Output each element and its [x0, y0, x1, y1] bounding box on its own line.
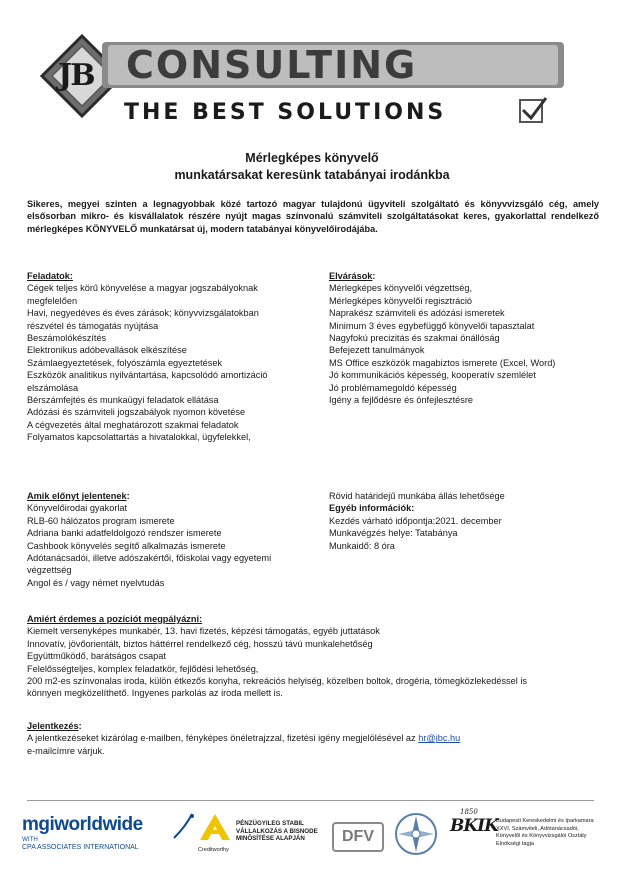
- dfv-logo: [332, 822, 384, 852]
- list-item: MS Office eszközök magabiztos ismerete (Excel, Word): [329, 357, 556, 368]
- bkik-year: 1850: [460, 808, 478, 816]
- advantages-heading-text: Amik előnyt jelentenek: [27, 491, 127, 501]
- list-item: Cégek teljes körű könyvelése a magyar jogszabályoknak: [27, 283, 258, 294]
- list-item: 200 m2-es színvonalas iroda, külön étkezős konyha, rekreációs helyiség, közelben boltok, drogéria, tömegközlekedéssel is: [27, 676, 527, 687]
- requirements-heading: [329, 270, 599, 282]
- list-item: Együttműködő, barátságos csapat: [27, 651, 166, 662]
- company-logo: [40, 14, 580, 134]
- list-item: Beszámolókészítés: [27, 333, 107, 344]
- list-item: Elektronikus adóbevallások elkészítése: [27, 345, 187, 356]
- list-item: Kezdés várható időpontja:2021. december: [329, 515, 502, 526]
- list-item: Nagyfokú precizitás és szakmai önállóság: [329, 333, 500, 344]
- requirements-section: [329, 270, 599, 406]
- list-item: Munkaidő: 8 óra: [329, 540, 395, 551]
- email-link[interactable]: hr@jbc.hu: [418, 733, 461, 744]
- compass-icon: [394, 812, 438, 856]
- list-item: Mérlegképes könyvelői regisztráció: [329, 295, 472, 306]
- list-item: Eszközök analitikus nyilvántartása, kapcsolódó amortizáció: [27, 370, 268, 381]
- list-item: Igény a fejlődésre és önfejlesztésre: [329, 395, 474, 406]
- intro-paragraph: Sikeres, megyei szinten a legnagyobbak közé tartozó magyar tulajdonú ügyviteli szolgáltató és könyvvizsgáló cég, amely elsősorban mikro- és kisvállalatok részére nyújt magas színvonalú számviteli szolgáltatásokat keres, gyakorlattal rendelkező mérlegképes KÖNYVELŐ munkatársat új, modern tatabányai könyvelőirodájába.: [27, 199, 599, 234]
- mgi-logo: [22, 814, 192, 858]
- application-section: [27, 720, 599, 757]
- brand-name: CONSULTING: [126, 43, 418, 87]
- application-heading: [27, 720, 599, 732]
- creditworthy-a-icon: [198, 812, 232, 842]
- footer-logos: [22, 808, 612, 868]
- list-item: Számlaegyeztetések, folyószámla egyeztetések: [27, 357, 223, 368]
- advantages-heading: [27, 490, 302, 502]
- application-heading-text: Jelentkezés: [27, 721, 79, 731]
- other-info-heading: Egyéb információk:: [329, 503, 415, 514]
- list-item: Folyamatos kapcsolattartás a hivatalokkal, ügyfelekkel,: [27, 432, 251, 443]
- why-apply-section: [27, 613, 599, 700]
- list-item: Havi, negyedéves és éves zárások; könyvvizsgálatokban: [27, 308, 259, 319]
- short-start-line: Rövid határidejű munkába állás lehetősége: [329, 491, 505, 501]
- bkik-logo: [450, 808, 500, 862]
- stable-line-2: VÁLLALKOZÁS A BISNODE: [236, 827, 318, 835]
- mgi-sub: CPA ASSOCIATES INTERNATIONAL: [22, 843, 139, 851]
- page-title: [0, 150, 624, 184]
- bkik-label: BKIK: [450, 816, 498, 836]
- advantages-heading-colon: :: [126, 491, 130, 501]
- advantages-section: [27, 490, 302, 589]
- list-item: Minimum 3 éves egybefüggő könyvelői tapasztalat: [329, 320, 535, 331]
- list-item: Adózási és számviteli jogszabályok nyomon követése: [27, 407, 246, 418]
- creditworthy-label: Creditworthy: [198, 847, 229, 853]
- list-item: Naprakész számviteli és adózási ismeretek: [329, 308, 505, 319]
- bkik-line-3: Könyvelői és Könyvvizsgálói Osztály: [496, 833, 587, 839]
- stable-line-1: PÉNZÜGYILEG STABIL: [236, 820, 304, 827]
- list-item: Befejezett tanulmányok: [329, 345, 425, 356]
- list-item: Kiemelt versenyképes munkabér, 13. havi fizetés, képzési támogatás, egyéb juttatások: [27, 626, 380, 637]
- list-item: Munkavégzés helye: Tatabánya: [329, 528, 458, 539]
- why-apply-heading: Amiért érdemes a pozíciót megpályázni:: [27, 614, 203, 624]
- list-item: Bérszámfejtés és munkaügyi feladatok ellátása: [27, 395, 219, 406]
- creditworthy-logo: [198, 812, 238, 856]
- list-item: Mérlegképes könyvelői végzettség,: [329, 283, 472, 294]
- application-heading-colon: :: [78, 721, 82, 731]
- compass-emblem: [394, 812, 438, 856]
- application-text-after: e-mailcímre várjuk.: [27, 745, 105, 756]
- mgi-swoosh-icon: [172, 812, 196, 840]
- application-text-before: A jelentkezéseket kizárólag e-mailben, fényképes önéletrajzzal, fizetési igény megjelölésével az: [27, 733, 419, 744]
- list-item: elszámolása: [27, 382, 79, 393]
- requirements-heading-colon: :: [372, 271, 376, 281]
- list-item: A cégvezetés által meghatározott szakmai feladatok: [27, 419, 239, 430]
- list-item: végzettség: [27, 565, 72, 576]
- footer-divider: [27, 800, 594, 801]
- list-item: Angol és / vagy német nyelvtudás: [27, 577, 165, 588]
- title-line-2: munkatársakat keresünk tatabányai irodánkba: [174, 168, 450, 182]
- bkik-description: [496, 818, 614, 848]
- other-info-section: [329, 490, 599, 552]
- application-text: [27, 732, 599, 744]
- tasks-section: [27, 270, 302, 444]
- dfv-label: DFV: [342, 828, 374, 845]
- bkik-line-4: Elnökségi tagja: [496, 840, 534, 847]
- list-item: Adótanácsadói, illetve adószakértői, főiskolai vagy egyetemi: [27, 553, 272, 564]
- list-item: Jó problémamegoldó képesség: [329, 382, 457, 393]
- list-item: Innovatív, jövőorientált, biztos háttérrel rendelkező cég, hosszú távú munkalehetőség: [27, 638, 373, 649]
- title-line-1: Mérlegképes könyvelő: [245, 151, 379, 165]
- list-item: Cashbook könyvelés segítő alkalmazás ismerete: [27, 540, 226, 551]
- bkik-line-2: XXVI. Számviteli, Adótanácsadói,: [496, 825, 579, 832]
- list-item: Felelősségteljes, komplex feladatkör, fejlődési lehetőség,: [27, 663, 259, 674]
- logo-initials: JB: [58, 58, 94, 93]
- mgi-name: mgiworldwide: [22, 814, 143, 835]
- list-item: Adriana banki adatfeldolgozó rendszer ismerete: [27, 528, 222, 539]
- stable-line-3: MINŐSÍTÉSE ALAPJÁN: [236, 835, 305, 842]
- brand-tagline: THE BEST SOLUTIONS: [124, 100, 447, 125]
- mgi-with: WITH: [22, 836, 38, 843]
- list-item: könnyen megközelíthető. Ingyenes parkolás az iroda mellett is.: [27, 688, 283, 699]
- bkik-line-1: Budapesti Kereskedelmi és Iparkamara: [496, 818, 594, 824]
- list-item: részvétel és támogatás nyújtása: [27, 320, 159, 331]
- tasks-heading: Feladatok:: [27, 271, 73, 281]
- list-item: RLB-60 hálózatos program ismerete: [27, 515, 175, 526]
- requirements-heading-text: Elvárások: [329, 271, 373, 281]
- list-item: Jó kommunikációs képesség, kooperatív szemlélet: [329, 370, 536, 381]
- list-item: Könyvelőirodai gyakorlat: [27, 503, 128, 514]
- list-item: megfelelően: [27, 295, 78, 306]
